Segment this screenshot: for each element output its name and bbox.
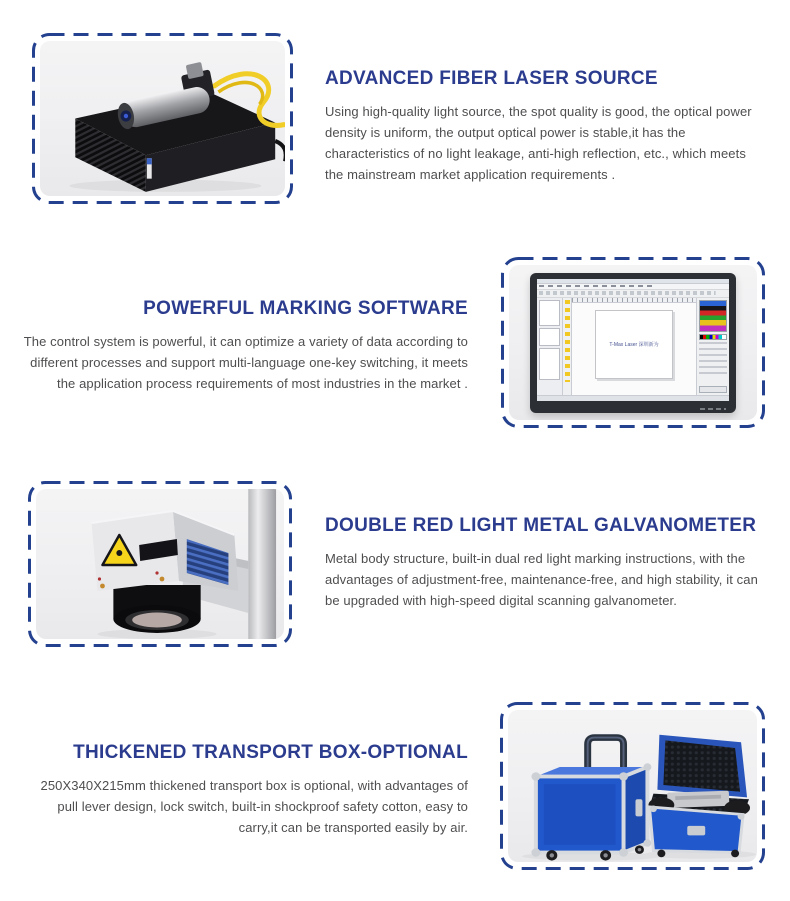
object-list-panel (539, 300, 560, 326)
software-statusbar (537, 395, 729, 401)
fiber-laser-photo (40, 41, 285, 196)
software-photo-box (501, 257, 765, 428)
marking-parameters (699, 342, 727, 384)
fiber-laser-photo-box (32, 33, 293, 204)
canvas-ruler (572, 298, 696, 303)
section-galvanometer-text (325, 514, 765, 611)
section-software-text (18, 297, 468, 394)
software-monitor (530, 273, 736, 413)
transport-box-photo-box (500, 702, 765, 870)
canvas-artboard (595, 310, 674, 380)
pen-color-list (699, 300, 727, 332)
software-canvas (572, 298, 696, 395)
artboard-text: T-Max Laser 深圳新为 (609, 341, 659, 348)
fiber-laser-source-image (40, 41, 285, 196)
software-screen (537, 279, 729, 401)
transport-box-photo (508, 710, 757, 862)
section-body-galvanometer: Metal body structure, built-in dual red light marking instructions, with the advantages of adjustment-free, maintenance-free, and high stability, it can be upgraded with high-speed digital scanning galvanometer. (325, 550, 758, 609)
section-body-transport-box: 250X340X215mm thickened transport box is optional, with advantages of pull lever design, lock switch, built-in shockproof safety cotton, easy to carry,it can be transported easily by air. (40, 777, 468, 836)
section-title-fiber-laser: ADVANCED FIBER LASER SOURCE (325, 68, 658, 89)
section-body-fiber-laser: Using high-quality light source, the spot quality is good, the optical power density is uniform, the output optical power is stable,it has the characteristics of no light leakage, anti-high reflection, etc., which meets the mainstream market application requirements . (325, 103, 752, 183)
property-panel (539, 328, 560, 346)
transport-box-image (508, 710, 757, 862)
galvanometer-photo-box (28, 481, 292, 647)
section-body-software: The control system is powerful, it can optimize a variety of data according to different processes and support multi-language one-key switching, it meets the application process requirements of most industries in the market . (23, 333, 468, 392)
section-title-transport-box: THICKENED TRANSPORT BOX-OPTIONAL (73, 742, 468, 763)
section-title-galvanometer: DOUBLE RED LIGHT METAL GALVANOMETER (325, 515, 757, 536)
galvanometer-image (36, 489, 284, 639)
parameter-buttons (699, 386, 727, 393)
section-fiber-laser-text (325, 67, 765, 186)
software-pen-panel (696, 298, 729, 395)
section-transport-box-text (18, 741, 468, 838)
software-toolbar (537, 290, 729, 298)
section-title-software: POWERFUL MARKING SOFTWARE (143, 298, 468, 319)
software-photo (509, 265, 757, 420)
color-palette (699, 334, 727, 340)
monitor-brand-label (700, 408, 726, 410)
galvanometer-photo (36, 489, 284, 639)
software-draw-toolbar (563, 298, 572, 395)
software-object-panel (537, 298, 563, 395)
parameter-panel (539, 348, 560, 380)
software-main-area (537, 298, 729, 395)
